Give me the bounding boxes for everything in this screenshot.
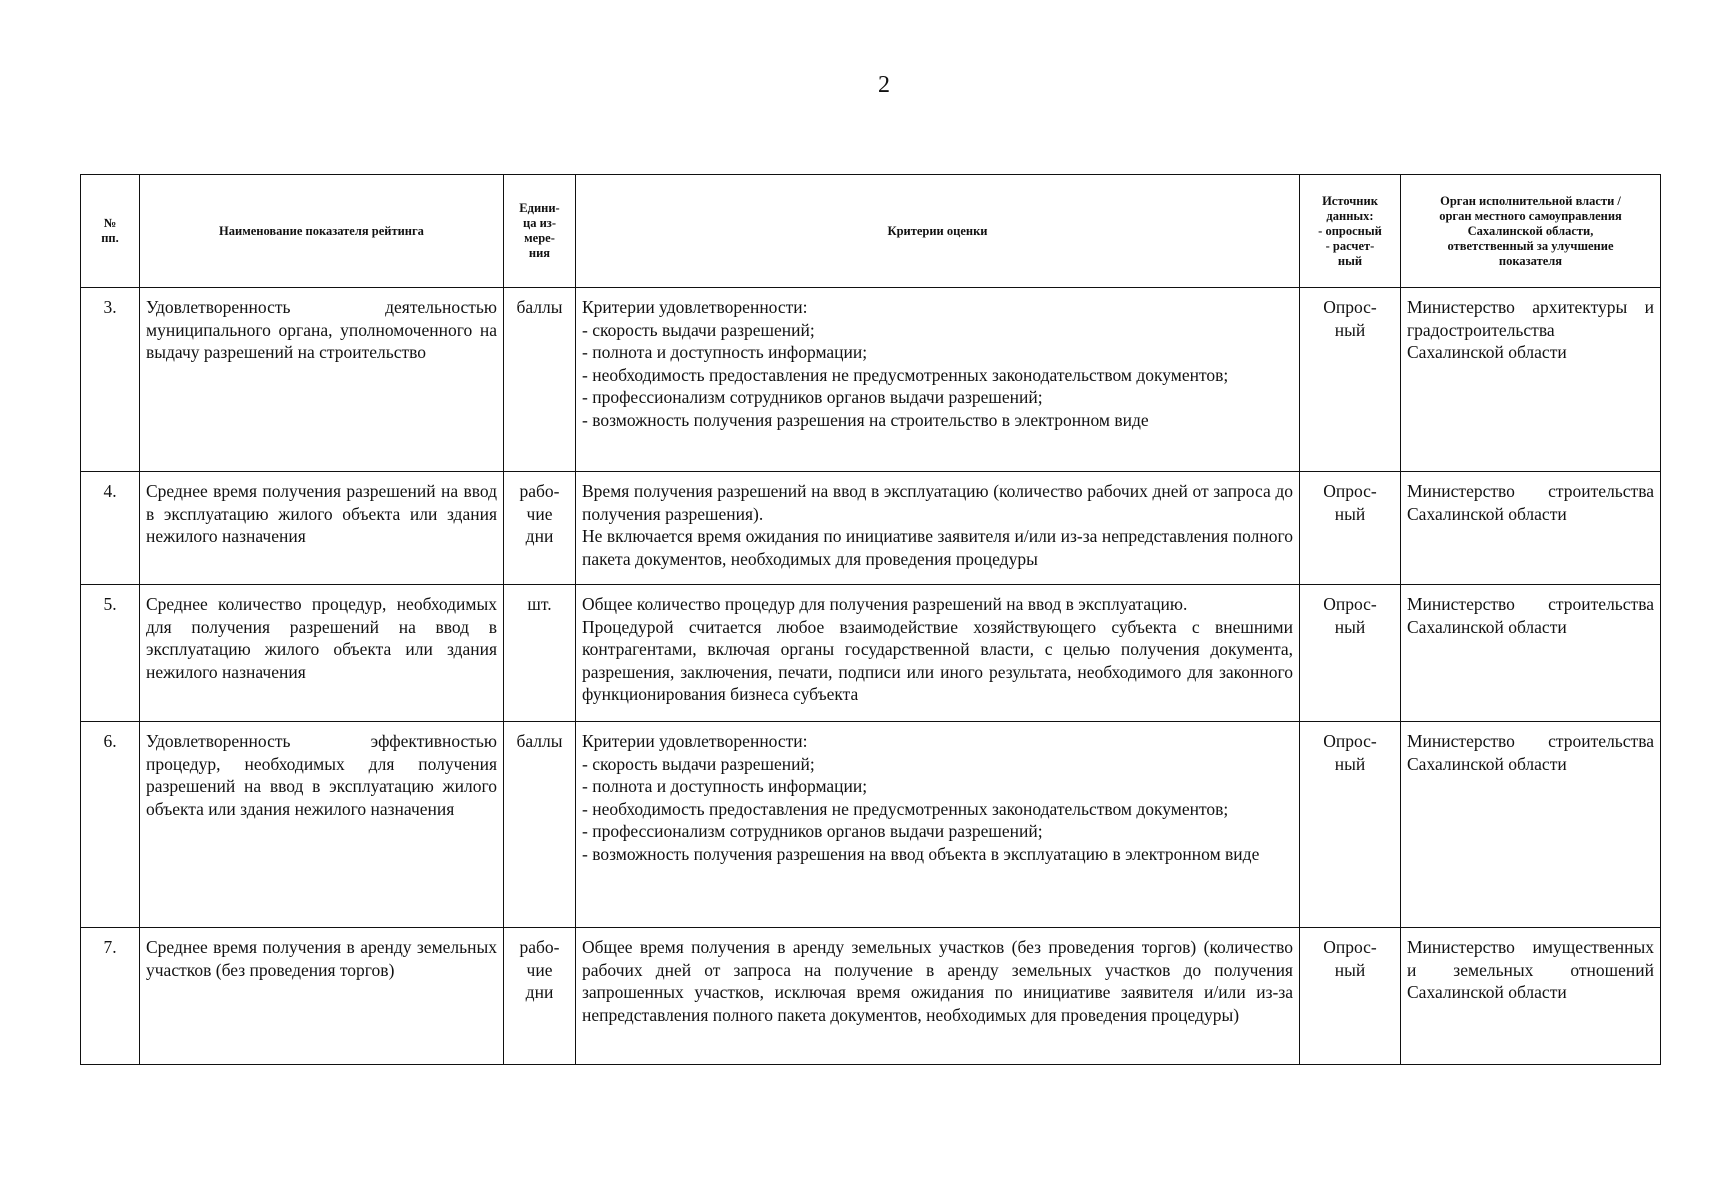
data-source: Опрос- ный xyxy=(1300,288,1401,472)
responsible-authority: Министерство архитектуры и градостроительства Сахалинской области xyxy=(1401,288,1661,472)
rating-table xyxy=(80,174,1661,1065)
responsible-authority: Министерство строительства Сахалинской области xyxy=(1401,722,1661,928)
criteria-item: - скорость выдачи разрешений; xyxy=(582,753,815,774)
indicator-name: Среднее количество процедур, необходимых для получения разрешений на ввод в эксплуатацию жилого объекта или здания нежилого назначения xyxy=(140,585,504,722)
header-name: Наименование показателя рейтинга xyxy=(140,175,504,288)
table-row xyxy=(81,288,1661,472)
criteria-item: - необходимость предоставления не предусмотренных законодательством документов; xyxy=(582,364,1229,385)
criteria: Общее количество процедур для получения разрешений на ввод в эксплуатацию. Процедурой считается любое взаимодействие хозяйствующего субъекта с внешними контрагентами, включая органы государственной власти, с целью получения документа, разрешения, заключения, печати, подписи или иного результата, необходимого для законного функционирования бизнеса субъекта xyxy=(576,585,1300,722)
header-source: Источник данных: - опросный - расчет- ный xyxy=(1300,175,1401,288)
data-source: Опрос- ный xyxy=(1300,472,1401,585)
criteria xyxy=(576,288,1300,472)
unit: рабо- чие дни xyxy=(504,928,576,1065)
criteria-title: Критерии удовлетворенности: xyxy=(582,297,808,317)
criteria-list xyxy=(582,319,1293,432)
header-authority: Орган исполнительной власти / орган местного самоуправления Сахалинской области, ответственный за улучшение показателя xyxy=(1401,175,1661,288)
header-unit: Едини- ца из- мере- ния xyxy=(504,175,576,288)
table-row xyxy=(81,928,1661,1065)
criteria-item: - профессионализм сотрудников органов выдачи разрешений; xyxy=(582,387,1043,407)
criteria-item: - возможность получения разрешения на ввод объекта в эксплуатацию в электронном виде xyxy=(582,843,1260,864)
page-number: 2 xyxy=(878,72,890,98)
table-row xyxy=(81,722,1661,928)
row-number: 7. xyxy=(81,928,140,1065)
row-number: 6. xyxy=(81,722,140,928)
indicator-name: Удовлетворенность эффективностью процедур, необходимых для получения разрешений на ввод в эксплуатацию жилого объекта или здания нежилого назначения xyxy=(140,722,504,928)
criteria-item: - полнота и доступность информации; xyxy=(582,342,868,362)
header-num: № пп. xyxy=(81,175,140,288)
data-source: Опрос- ный xyxy=(1300,722,1401,928)
unit: баллы xyxy=(504,288,576,472)
indicator-name: Удовлетворенность деятельностью муниципального органа, уполномоченного на выдачу разрешений на строительство xyxy=(140,288,504,472)
criteria-item: - профессионализм сотрудников органов выдачи разрешений; xyxy=(582,821,1043,841)
criteria-item: - необходимость предоставления не предусмотренных законодательством документов; xyxy=(582,798,1229,819)
table-row xyxy=(81,472,1661,585)
table-header-row xyxy=(81,175,1661,288)
unit: рабо- чие дни xyxy=(504,472,576,585)
unit: баллы xyxy=(504,722,576,928)
data-source: Опрос- ный xyxy=(1300,585,1401,722)
data-source: Опрос- ный xyxy=(1300,928,1401,1065)
row-number: 4. xyxy=(81,472,140,585)
criteria: Время получения разрешений на ввод в эксплуатацию (количество рабочих дней от запроса до получения разрешения). Не включается время ожидания по инициативе заявителя и/или из-за непредставления полного пакета документов, необходимых для проведения процедуры xyxy=(576,472,1300,585)
responsible-authority: Министерство строительства Сахалинской области xyxy=(1401,585,1661,722)
criteria-item: - полнота и доступность информации; xyxy=(582,776,868,796)
criteria-item: - возможность получения разрешения на строительство в электронном виде xyxy=(582,409,1149,430)
indicator-name: Среднее время получения разрешений на ввод в эксплуатацию жилого объекта или здания нежилого назначения xyxy=(140,472,504,585)
criteria-list xyxy=(582,753,1293,866)
row-number: 3. xyxy=(81,288,140,472)
indicator-name: Среднее время получения в аренду земельных участков (без проведения торгов) xyxy=(140,928,504,1065)
responsible-authority: Министерство строительства Сахалинской области xyxy=(1401,472,1661,585)
criteria: Общее время получения в аренду земельных участков (без проведения торгов) (количество рабочих дней от запроса на получение в аренду земельных участков до получения запрошенных участков, исключая время ожидания по инициативе заявителя и/или из-за непредставления полного пакета документов, необходимых для проведения процедуры) xyxy=(576,928,1300,1065)
header-criteria: Критерии оценки xyxy=(576,175,1300,288)
criteria-title: Критерии удовлетворенности: xyxy=(582,731,808,751)
table-row xyxy=(81,585,1661,722)
responsible-authority: Министерство имущественных и земельных отношений Сахалинской области xyxy=(1401,928,1661,1065)
criteria-item: - скорость выдачи разрешений; xyxy=(582,319,815,340)
unit: шт. xyxy=(504,585,576,722)
row-number: 5. xyxy=(81,585,140,722)
criteria xyxy=(576,722,1300,928)
